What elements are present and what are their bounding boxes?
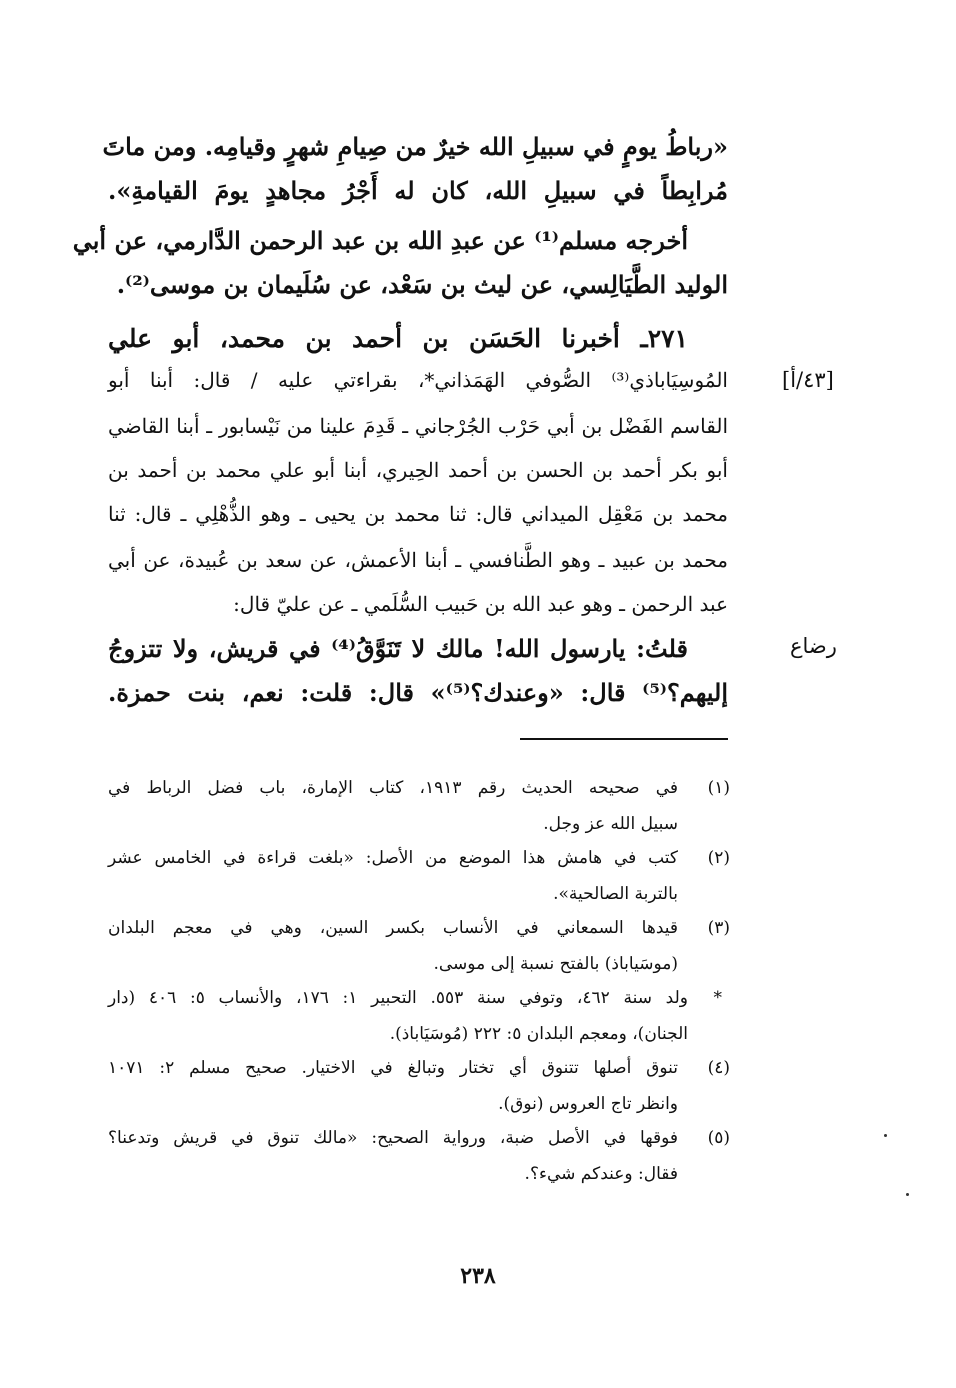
footnote-number: (٥) <box>707 1128 730 1148</box>
text-line: «رباطُ يومٍ في سبيلِ الله خيرٌ من صِيامِ شهرٍ وقيامِه. ومن ماتَ <box>102 132 728 161</box>
footnote-line: وانظر تاج العروس (نوق). <box>498 1094 678 1114</box>
text-line: محمد بن مَعْقِل الميداني قال: ثنا محمد بن يحيى ـ وهو الذُّهْلِي ـ قال: ثنا <box>108 502 728 526</box>
footnote-line: تنوق أصلها تتنوق أي تختار وتبالغ في الاختيار. صحيح مسلم ٢: ١٠٧١ <box>108 1058 678 1078</box>
footnote-line: سبيل الله عز وجل. <box>543 814 678 834</box>
footnote-number: (١) <box>707 778 730 798</box>
footnote-line: الجنان)، ومعجم البلدان ٥: ٢٢٢ (مُوسَيَاباذ). <box>389 1024 688 1044</box>
scan-speck <box>906 1193 909 1196</box>
footnote-line: (موسَياباذ) بالفتح نسبة إلى موسى. <box>433 954 678 974</box>
footnote-line: في صحيحه الحديث رقم ١٩١٣، كتاب الإمارة، باب فضل الرباط في <box>108 778 678 798</box>
margin-folio: [٤٣/أ] <box>782 368 834 392</box>
page-number: ٢٣٨ <box>460 1263 496 1289</box>
text-line: قلتُ: يارسول الله! مالك لا تَنَوَّقُ⁽⁴⁾ في قريش، ولا تتزوجُ <box>108 634 688 663</box>
text-line: القاسم الفَضْل بن أبي حَرْب الجُرْجاني ـ قَدِمَ علينا من نَيْسابور ـ أبنا القاضي <box>108 414 729 438</box>
footnote-line: قيدها السمعاني في الأنساب بكسر السين، وهي في معجم البلدان <box>108 918 678 938</box>
footnote-line: بالتربة الصالحية». <box>553 884 678 904</box>
scan-speck <box>884 1134 887 1137</box>
text-line: إليهم؟⁽⁵⁾ قال: «وعندك؟⁽⁵⁾» قال: قلت: نعم، بنت حمزة. <box>108 678 729 707</box>
footnote-line: فقال: وعندكم شيء؟. <box>524 1164 678 1184</box>
footnote-line: فوقها في الأصل ضبة، ورواية الصحيح: «مالك تنوق في قريش وتدعنا؟ <box>108 1128 678 1148</box>
text-line: محمد بن عبيد ـ وهو الطَّنافسي ـ أبنا الأعمش، عن سعد بن عُبيدة، عن أبي <box>108 548 728 572</box>
text-line: الوليد الطَّيَالِسي، عن ليث بن سَعْد، عن سُلَيمان بن موسى⁽²⁾. <box>116 270 728 299</box>
footnote-rule <box>520 738 728 740</box>
text-line: أبو بكر أحمد بن الحسن بن أحمد الحِيري، أبنا أبو علي محمد بن أحمد بن <box>108 458 728 482</box>
footnote-line: كتب في هامش هذا الموضع من الأصل: «بلغت قراءة في الخامس عشر <box>108 848 678 868</box>
footnote-number: (٤) <box>707 1058 730 1078</box>
text-line: المُوسِيَاباذي⁽³⁾ الصُّوفي الهَمَذاني*، بقراءتي عليه / قال: أبنا أبو <box>108 368 728 392</box>
text-line: أخرجه مسلم⁽¹⁾ عن عبدِ الله بن عبد الرحمن الدَّارمي، عن أبي <box>72 226 688 255</box>
footnote-number: (٣) <box>707 918 730 938</box>
text-line: عبد الرحمن ـ وهو عبد الله بن حَبيب السُّلَمي ـ عن عليّ قال: <box>233 592 728 616</box>
margin-topic: رضاع <box>790 634 837 658</box>
footnote-line: ولد سنة ٤٦٢، وتوفي سنة ٥٥٣. التحبير ١: ١٧٦، والأنساب ٥: ٤٠٦ (دار <box>108 988 688 1008</box>
footnote-asterisk: * <box>713 988 722 1008</box>
entry-heading: ٢٧١ـ أخبرنا الحَسَن بن أحمد بن محمد، أبو علي <box>108 324 688 353</box>
footnote-number: (٢) <box>707 848 730 868</box>
text-line: مُرابِطاً في سبيلِ الله، كان له أَجْرُ مجاهدٍ يومَ القيامةِ». <box>108 176 728 205</box>
